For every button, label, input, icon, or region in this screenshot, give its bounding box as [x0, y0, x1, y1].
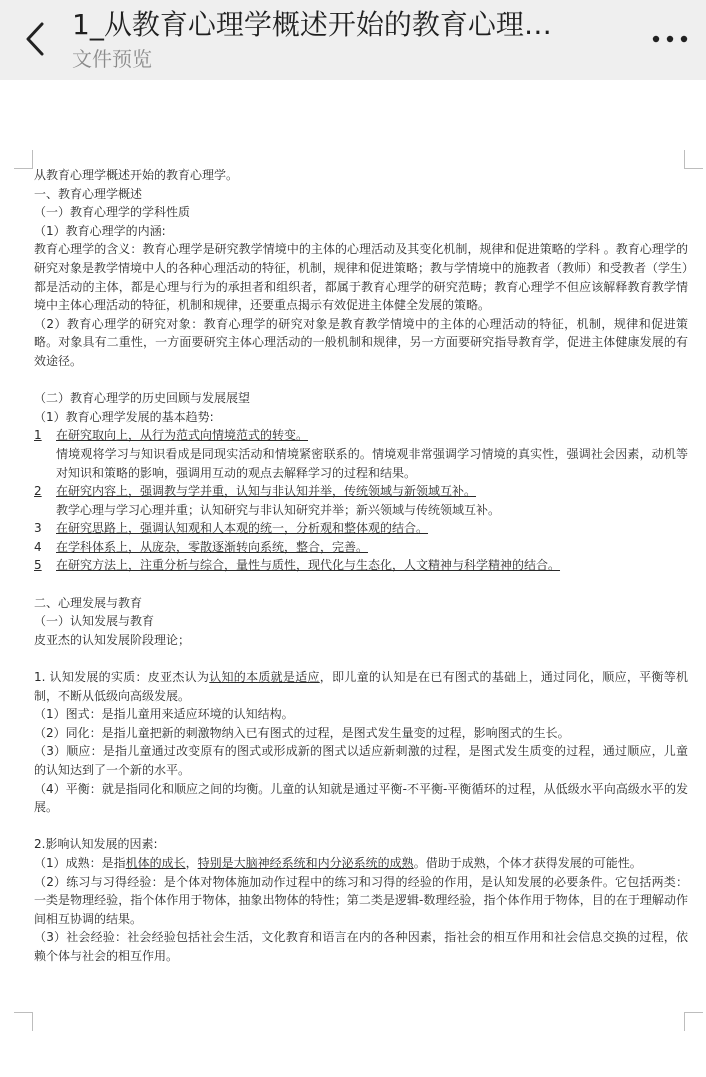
trend-item [34, 538, 688, 557]
paragraph: 1. 认知发展的实质：皮亚杰认为认知的本质就是适应，即儿童的认知是在已有图式的基础上，通过同化，顺应，平衡等机制，不断从低级向高级发展。 [34, 670, 688, 703]
trend-number: 1 [34, 428, 42, 443]
subsection-heading: （二）教育心理学的历史回顾与发展展望 [34, 391, 251, 406]
file-preview-label: 文件预览 [72, 47, 152, 71]
back-arrow-icon[interactable] [18, 16, 58, 62]
underlined-phrase: 认知的本质就是适应 [209, 670, 320, 685]
document-page[interactable] [0, 80, 706, 1077]
trend-text: 在学科体系上，从庞杂，零散逐渐转向系统，整合，完善。 [56, 539, 369, 554]
document-body [34, 166, 688, 966]
underlined-phrase: 特别是大脑神经系统和内分泌系统的成熟 [197, 855, 414, 870]
document-heading: 从教育心理学概述开始的教育心理学。 [34, 168, 239, 182]
trend-number: 3 [34, 521, 42, 536]
page-corner-mark [14, 1012, 33, 1031]
item-heading: 2.影响认知发展的因素: [34, 837, 158, 852]
trend-text: 在研究取向上，从行为范式向情境范式的转变。 [56, 428, 309, 443]
more-options-icon[interactable] [646, 24, 696, 54]
page-corner-mark [684, 1012, 703, 1031]
trend-detail: 教学心理与学习心理并重；认知研究与非认知研究并举；新兴领域与传统领域互补。 [56, 502, 501, 517]
paragraph: （1）成熟：是指机体的成长，特别是大脑神经系统和内分泌系统的成熟。借助于成熟，个体才获得发展的可能性。 [34, 855, 642, 870]
underlined-phrase: 机体的成长 [125, 855, 186, 870]
page-corner-mark [14, 150, 33, 169]
subsection-heading: （一）认知发展与教育 [34, 614, 155, 629]
trend-number: 2 [34, 484, 42, 499]
section-heading: 二、心理发展与教育 [34, 595, 143, 610]
paragraph: （3）顺应：是指儿童通过改变原有的图式或形成新的图式以适应新刺激的过程，是图式发生质变的过程，通过顺应，儿童的认知达到了一个新的水平。 [34, 744, 688, 777]
definition-line: （2）同化：是指儿童把新的刺激物纳入已有图式的过程，是图式发生量变的过程，影响图式的生长。 [34, 725, 570, 740]
trend-detail: 情境观将学习与知识看成是同现实活动和情境紧密联系的。情境观非常强调学习情境的真实性，强调社会因素，动机等对知识和策略的影响，强调用互动的观点去解释学习的过程和结果。 [56, 446, 688, 480]
paragraph: 教育心理学的含义：教育心理学是研究教学情境中的主体的心理活动及其变化机制，规律和促进策略的学科 。教育心理学的研究对象是教学情境中人的各种心理活动的特征，机制，规律和促进策略；教与学情境中的施教者（教师）和受教者（学生）都是活动的主体，都是心理与行为的承担者和组织者，都属于教育心理学的研究范畴；教育心理学不但应该解释教育教学情境中主体心理活动的特征，机制和规律，还要重点揭示有效促进主体健全发展的策略。 [34, 242, 689, 313]
trend-number: 5 [34, 558, 42, 573]
trend-text: 在研究内容上，强调教与学并重，认知与非认知并举，传统领域与新领域互补。 [56, 484, 477, 499]
section-heading: 一、教育心理学概述 [34, 186, 143, 201]
paragraph: （3）社会经验：社会经验包括社会生活，文化教育和语言在内的各种因素，指社会的相互作用和社会信息交换的过程，依赖个体与社会的相互作用。 [34, 930, 688, 963]
file-title: 1_从教育心理学概述开始的教育心理… [72, 8, 552, 41]
item-heading: （1）教育心理学发展的基本趋势: [34, 409, 214, 424]
trend-number: 4 [34, 539, 42, 554]
trend-text: 在研究方法上，注重分析与综合，量性与质性，现代化与生态化，人文精神与科学精神的结合。 [56, 558, 561, 573]
trend-item [34, 482, 688, 501]
subsection-heading: （一）教育心理学的学科性质 [34, 205, 191, 220]
trend-item [34, 426, 688, 445]
paragraph: （2）教育心理学的研究对象：教育心理学的研究对象是教育教学情境中的主体的心理活动的特征，机制，规律和促进策略。对象具有二重性，一方面要研究主体心理活动的一般机制和规律，另一方面要研究指导教育学，促进主体健康发展的有效途径。 [34, 316, 688, 368]
paragraph: （2）练习与习得经验：是个体对物体施加动作过程中的练习和习得的经验的作用，是认知发展的必要条件。它包括两类：一类是物理经验，指个体作用于物体，抽象出物体的特性；第二类是逻辑-数理经验，指个体作用于物体，目的在于理解动作间相互协调的结果。 [34, 874, 688, 926]
trend-item [34, 556, 688, 575]
item-heading: 皮亚杰的认知发展阶段理论； [34, 632, 191, 647]
paragraph: （4）平衡：就是指同化和顺应之间的均衡。儿童的认知就是通过平衡-不平衡-平衡循环的过程，从低级水平向高级水平的发展。 [34, 781, 688, 815]
trend-text: 在研究思路上，强调认知观和人本观的统一，分析观和整体观的结合。 [56, 521, 429, 536]
trend-item [34, 519, 688, 538]
definition-line: （1）图式：是指儿童用来适应环境的认知结构。 [34, 707, 294, 722]
item-heading: （1）教育心理学的内涵: [34, 223, 166, 238]
title-bar [0, 0, 706, 80]
